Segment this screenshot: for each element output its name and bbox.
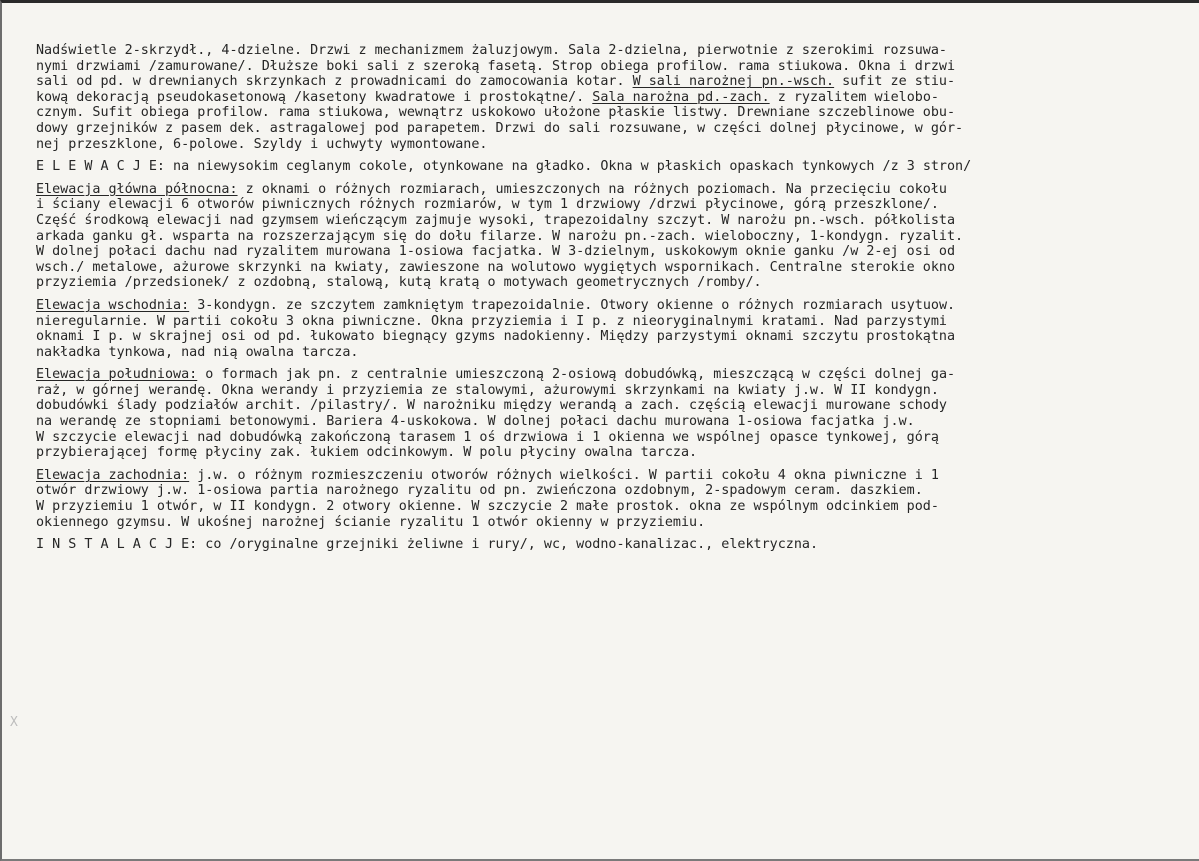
text-line [36, 229, 1196, 245]
text-segment: sufit ze stiu- [834, 74, 956, 90]
text-line [36, 314, 1196, 330]
text-line [36, 74, 1196, 90]
paragraph [36, 298, 1196, 360]
text-segment: z oknami o różnych rozmiarach, umieszczonych na różnych poziomach. Na przecięciu cokołu [237, 181, 947, 197]
text-segment: W szczycie elewacji nad dobudówką zakończoną tarasem 1 oś drzwiowa i 1 okienna we wspólnej opasce tynkowej, górą [36, 429, 939, 445]
paragraph [36, 468, 1196, 530]
paragraph-gap [36, 530, 1196, 537]
text-line [36, 43, 1196, 59]
text-segment: E L E W A C J E: [36, 159, 165, 175]
text-line [36, 275, 1196, 291]
text-line [36, 260, 1196, 276]
text-segment: otwór drzwiowy j.w. 1-osiowa partia narożnego ryzalitu od pn. zwieńczona ozdobnym, 2-spadowym ceram. daszkiem. [36, 483, 923, 499]
paragraph [36, 367, 1196, 461]
text-line [36, 244, 1196, 260]
paragraph-gap [36, 152, 1196, 159]
text-segment: Nadświetle 2-skrzydł., 4-dzielne. Drzwi z mechanizmem żaluzjowym. Sala 2-dzielna, pierwotnie z szerokimi rozsuwa- [36, 43, 947, 58]
paragraph [36, 159, 1196, 175]
text-line [36, 105, 1196, 121]
text-segment: kową dekoracją pseudokasetonową /kasetony kwadratowe i prostokątne/. [36, 89, 593, 105]
text-segment: 3-kondygn. ze szczytem zamkniętym trapezoidalnie. Otwory okienne o różnych rozmiarach usytuow. [189, 297, 956, 313]
text-line [36, 159, 1196, 175]
text-segment: wsch./ metalowe, ażurowe skrzynki na kwiaty, zawieszone na wolutowo wygiętych wspornikach. Centralne sterokie okno [36, 259, 956, 275]
text-segment: nymi drzwiami /zamurowane/. Dłuższe boki sali z szeroką fasetą. Strop obiega profilow. rama stiukowa. Okna i drzwi [36, 58, 956, 74]
paragraph-gap [36, 175, 1196, 182]
typed-text-body [36, 43, 1196, 553]
text-segment: raż, w górnej werandę. Okna werandy i przyziemia ze stalowymi, ażurowymi skrzynkami na kwiaty j.w. W II kondygn. [36, 382, 939, 398]
text-segment: cznym. Sufit obiega profilow. rama stiukowa, wewnątrz uskokowo ułożone płaskie listwy. Drewniane szczeblinowe obu- [36, 105, 956, 121]
text-segment: arkada ganku gł. wsparta na rozszerzającym się do dołu filarze. W narożu pn.-zach. wieloboczny, 1-kondygn. ryzalit. [36, 228, 964, 244]
text-line [36, 345, 1196, 361]
text-line [36, 197, 1196, 213]
text-segment: dowy grzejników z pasem dek. astragalowej pod parapetem. Drzwi do sali rozsuwane, w części dolnej płycinowe, w gór- [36, 120, 964, 136]
text-segment: j.w. o różnym rozmieszczeniu otworów różnych wielkości. W partii cokołu 4 okna piwniczne i 1 [189, 467, 939, 483]
section-heading: Elewacja południowa: [36, 367, 198, 383]
text-line [36, 515, 1196, 531]
section-heading: Sala narożna pd.-zach. [592, 89, 770, 105]
paragraph [36, 43, 1196, 152]
text-segment: o formach jak pn. z centralnie umieszczoną 2-osiową dobudówką, mieszczącą w części dolnej ga- [197, 367, 956, 383]
text-segment: i ściany elewacji 6 otworów piwnicznych różnych rozmiarów, w tym 1 drzwiowy /drzwi płycinowe, górą przeszklone/. [36, 197, 939, 213]
text-line [36, 59, 1196, 75]
text-segment: na werandę ze stopniami betonowymi. Bariera 4-uskokowa. W dolnej połaci dachu murowana 1-osiowa facjatka j.w. [36, 414, 915, 430]
faint-mark: X [10, 715, 18, 730]
text-line [36, 213, 1196, 229]
text-line [36, 329, 1196, 345]
text-segment: przybierającej formę płyciny zak. łukiem odcinkowym. W polu płyciny owalna tarcza. [36, 445, 698, 461]
text-segment: przyziemia /przedsionek/ z ozdobną, stalową, kutą kratą o motywach geometrycznych /romby/. [36, 275, 762, 291]
text-segment: sali od pd. w drewnianych skrzynkach z prowadnicami do zamocowania kotar. [36, 74, 633, 90]
section-heading: Elewacja wschodnia: [36, 297, 190, 313]
text-segment: W przyziemiu 1 otwór, w II kondygn. 2 otwory okienne. W szczycie 2 małe prostok. okna ze wspólnym odcinkiem pod- [36, 499, 939, 515]
text-line [36, 90, 1196, 106]
text-line [36, 445, 1196, 461]
paragraph-gap [36, 461, 1196, 468]
text-segment: co /oryginalne grzejniki żeliwne i rury/, wc, wodno-kanalizac., elektryczna. [197, 537, 819, 553]
paragraph [36, 182, 1196, 291]
text-line [36, 383, 1196, 399]
paragraph-gap [36, 291, 1196, 298]
text-segment: z ryzalitem wielobo- [769, 89, 939, 105]
text-line [36, 121, 1196, 137]
paragraph [36, 537, 1196, 553]
text-line [36, 430, 1196, 446]
section-heading: Elewacja główna północna: [36, 181, 238, 197]
text-segment: nej przeszklone, 6-polowe. Szyldy i uchwyty wymontowane. [36, 136, 488, 152]
section-heading: W sali narożnej pn.-wsch. [632, 74, 835, 90]
text-line [36, 414, 1196, 430]
text-line [36, 298, 1196, 314]
text-segment: dobudówki ślady podziałów archit. /pilastry/. W narożniku między werandą a zach. częścią elewacji murowane schody [36, 398, 947, 414]
text-segment: W dolnej połaci dachu nad ryzalitem murowana 1-osiowa facjatka. W 3-dzielnym, uskokowym oknie ganku /w 2-ej osi od [36, 244, 956, 260]
text-line [36, 483, 1196, 499]
text-segment: nakładka tynkowa, nad nią owalna tarcza. [36, 344, 359, 360]
text-segment: I N S T A L A C J E: [36, 537, 198, 553]
text-line [36, 499, 1196, 515]
text-line [36, 182, 1196, 198]
text-line [36, 137, 1196, 153]
text-line [36, 468, 1196, 484]
text-line [36, 398, 1196, 414]
section-heading: Elewacja zachodnia: [36, 467, 190, 483]
text-line [36, 367, 1196, 383]
text-segment: okiennego gzymsu. W ukośnej narożnej ścianie ryzalitu 1 otwór okienny w przyziemiu. [36, 514, 706, 530]
text-segment: nieregularnie. W partii cokołu 3 okna piwniczne. Okna przyziemia i I p. z nieoryginalnymi kratami. Nad parzystymi [36, 313, 947, 329]
text-line [36, 537, 1196, 553]
text-segment: Część środkową elewacji nad gzymsem wieńczącym zajmuje wysoki, trapezoidalny szczyt. W narożu pn.-wsch. półkolista [36, 212, 956, 228]
text-segment: oknami I p. w skrajnej osi od pd. łukowato biegnący gzyms nadokienny. Między parzystymi oknami szczytu prostokątna [36, 329, 956, 345]
text-segment: na niewysokim ceglanym cokole, otynkowane na gładko. Okna w płaskich opaskach tynkowych /z 3 stron/ [165, 159, 972, 175]
